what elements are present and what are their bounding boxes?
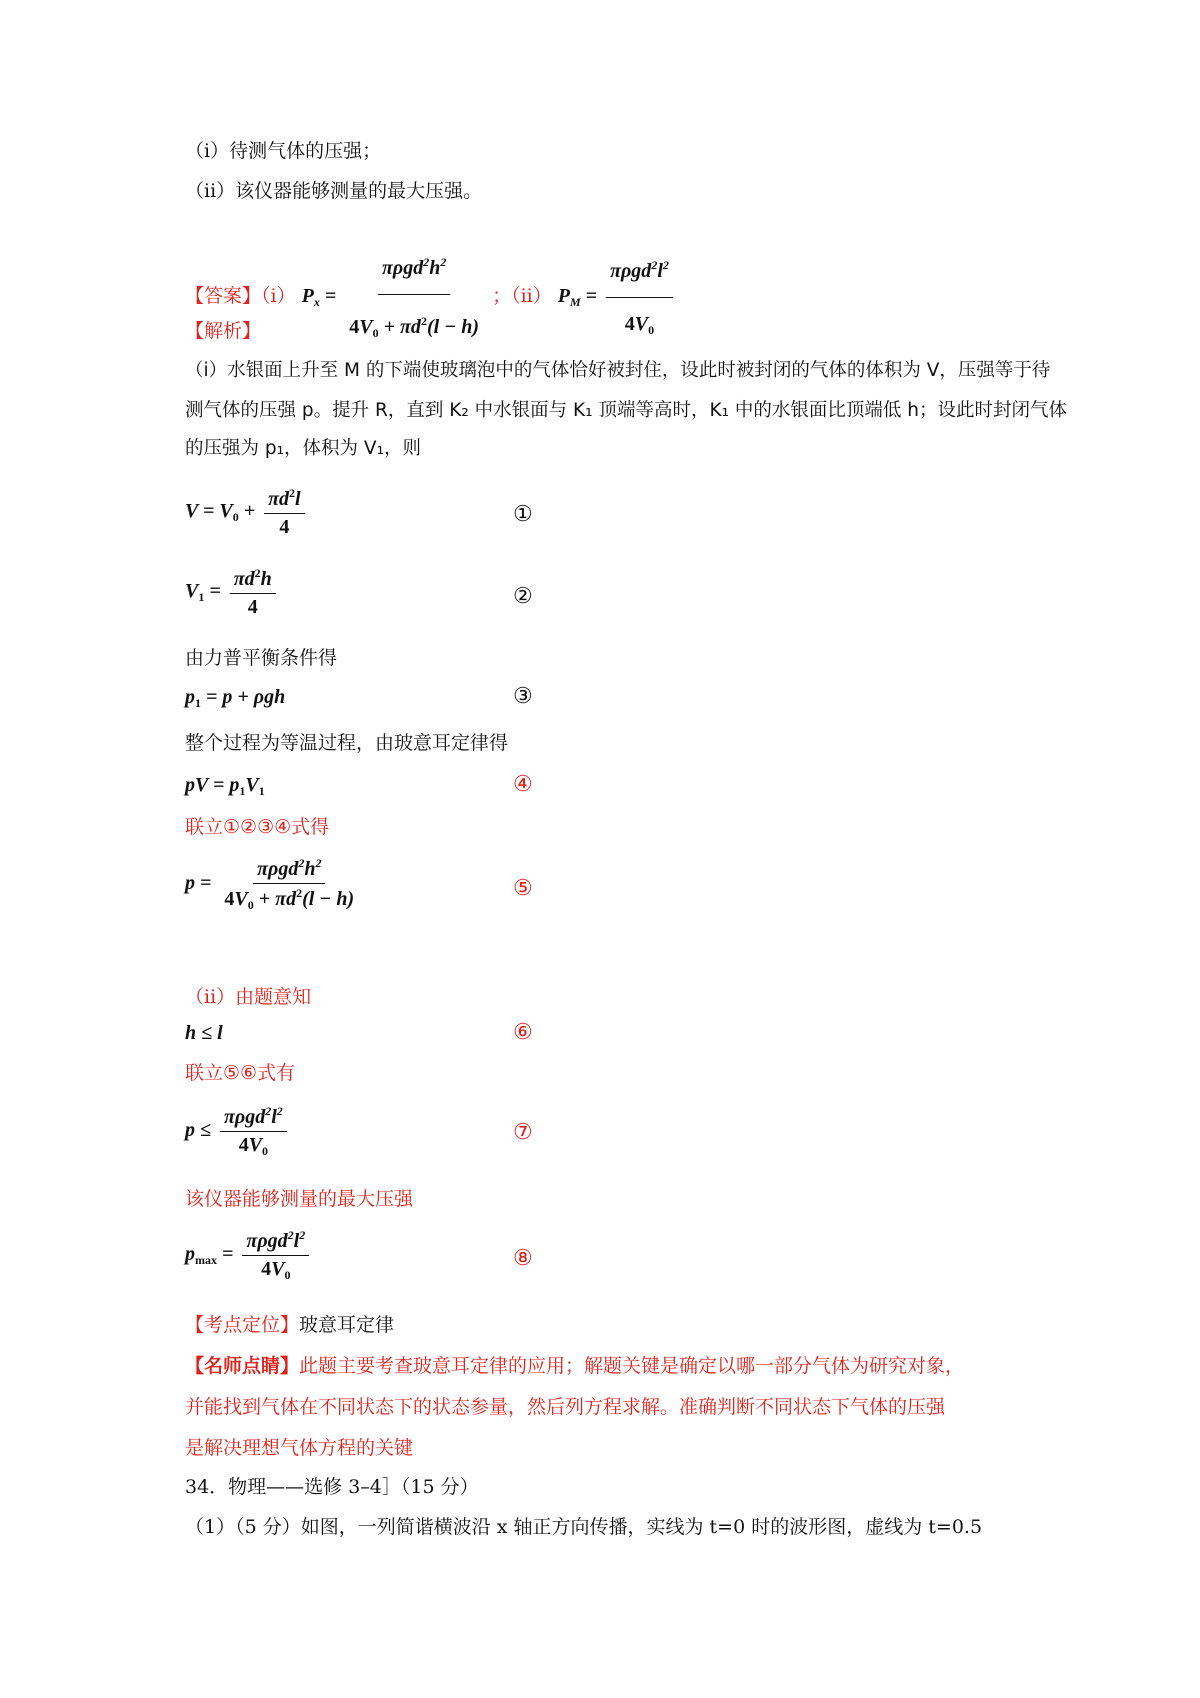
analysis-line-3: 的压强为 p₁，体积为 V₁，则 <box>185 438 421 459</box>
question-34-part-1: （1）（5 分）如图，一列简谐横波沿 x 轴正方向传播，实线为 t=0 时的波形图，虚线为 t=0.5 <box>185 1516 983 1538</box>
kaodian-line <box>185 1312 394 1338</box>
analysis-label: 【解析】 <box>185 320 262 342</box>
question-i: （i）待测气体的压强； <box>185 140 382 162</box>
equation-7: p ≤ $\frac{\pi\rho gd^2l^2}{4V_0}$ <box>185 1104 291 1159</box>
answer-part1-label: （i） <box>261 285 296 308</box>
mingshi-text-1: 此题主要考查玻意耳定律的应用；解题关键是确定以哪一部分气体为研究对象， <box>299 1355 965 1377</box>
equation-8: $p_{max}$ = $\frac{\pi\rho gd^2l^2}{4V_0}$ <box>185 1228 313 1283</box>
analysis-line-2: 测气体的压强 p。提升 R，直到 K₂ 中水银面与 K₁ 顶端等高时，K₁ 中的水银面比顶端低 h；设此时封闭气体 <box>185 400 1068 421</box>
marker-6: ⑥ <box>513 1020 533 1045</box>
answer-formula-px: $P_x$ = $\frac{\pi\rho gd^2h^2}{4V_0 + \pi d^2(l - h)}$ <box>302 285 492 307</box>
max-pressure-text: 该仪器能够测量的最大压强 <box>185 1188 414 1210</box>
question-34-heading: 34．物理——选修 3–4］（15 分） <box>185 1476 479 1498</box>
marker-4: ④ <box>513 772 533 797</box>
answer-part2-label: （ii） <box>511 285 552 308</box>
combine-text-1: 联立①②③④式得 <box>185 816 330 838</box>
mingshi-line-3: 是解决理想气体方程的关键 <box>185 1437 414 1459</box>
mingshi-line-1 <box>185 1353 964 1379</box>
equation-5: p = $\frac{\pi\rho gd^2h^2}{4V_0 + \pi d^2(l - h)}$ <box>185 856 355 912</box>
marker-7: ⑦ <box>513 1120 533 1145</box>
analysis-line-1: （i）水银面上升至 M 的下端使玻璃泡中的气体恰好被封住，设此时被封闭的气体的体积为 V，压强等于待 <box>185 360 1051 381</box>
marker-5: ⑤ <box>513 876 533 901</box>
marker-3: ③ <box>513 684 533 709</box>
equation-4: pV = $p_1V_1$ <box>185 774 265 798</box>
marker-1: ① <box>513 502 533 527</box>
question-ii: （ii）该仪器能够测量的最大压强。 <box>185 180 483 202</box>
kaodian-text: 玻意耳定律 <box>299 1314 395 1336</box>
balance-text: 由力普平衡条件得 <box>185 647 338 669</box>
combine-text-2: 联立⑤⑥式有 <box>185 1062 296 1084</box>
equation-1: $V = V_0$ + $\frac{\pi d^2l}{4}$ <box>185 486 309 539</box>
equation-6: h ≤ l <box>185 1022 223 1044</box>
part-ii-text: （ii）由题意知 <box>185 986 312 1008</box>
answer-label: 【答案】 <box>185 285 262 308</box>
mingshi-line-2: 并能找到气体在不同状态下的状态参量，然后列方程求解。准确判断不同状态下气体的压强 <box>185 1396 946 1418</box>
equation-3: $p_1 = p + \rho gh$ <box>185 686 286 710</box>
mingshi-label: 【名师点睛】 <box>185 1355 300 1377</box>
answer-separator: ； <box>492 285 512 308</box>
answer-formula-pm: $P_M$ = $\frac{\pi\rho gd^2l^2}{4V_0}$ <box>558 285 677 307</box>
equation-2: $V_1$ = $\frac{\pi d^2h}{4}$ <box>185 566 280 619</box>
isothermal-text: 整个过程为等温过程，由玻意耳定律得 <box>185 732 509 754</box>
kaodian-label: 【考点定位】 <box>185 1314 300 1336</box>
marker-2: ② <box>513 584 533 609</box>
marker-8: ⑧ <box>513 1246 533 1271</box>
